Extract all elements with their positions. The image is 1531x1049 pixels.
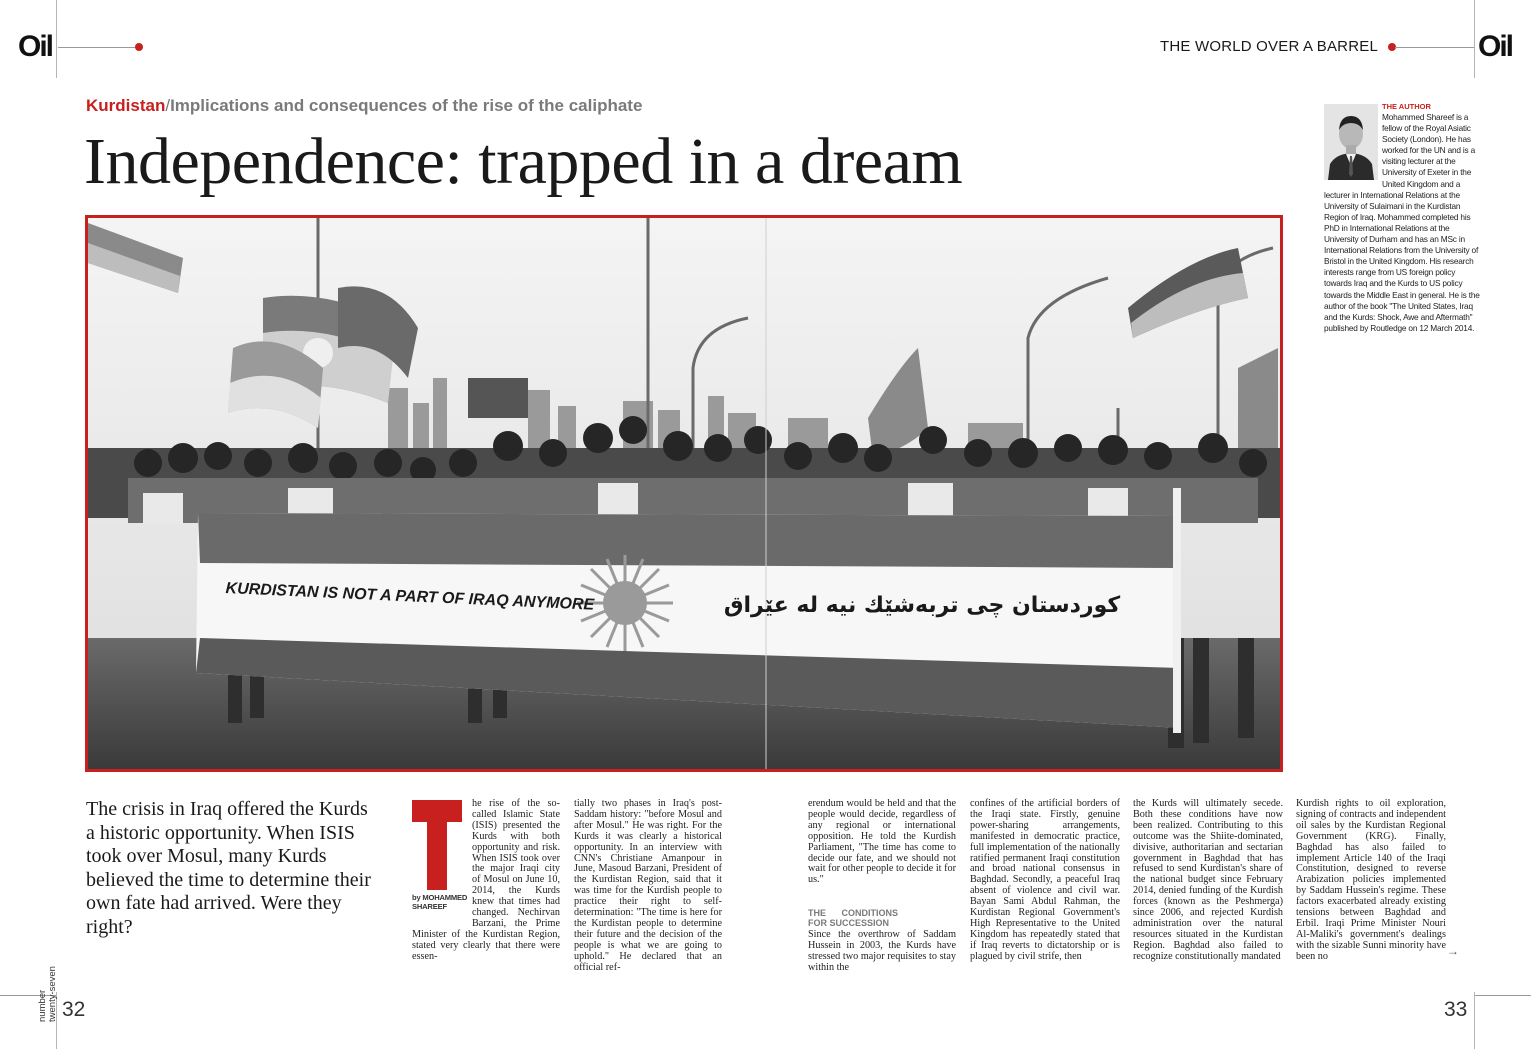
logo-left: Oil: [18, 30, 53, 63]
author-label: THE AUTHOR: [1382, 102, 1431, 111]
body-column-2: tially two phases in Iraq's post-Saddam history: "before Mosul and after Mosul." He was right. For the Kurds it was clearly a historical opportunity. In an interview with CNN's Christiane Amanpour in June, Masoud Barzani, President of the Kurdistan Region, said that it was time for the Kurdish people to practice their right to self-determination: "The time is here for the Kurdistan people to determine their future and the decision of the people is what we are going to uphold." He declared that an official ref-: [574, 798, 722, 973]
banner-english: KURDISTAN IS NOT A PART OF IRAQ ANYMORE: [225, 580, 595, 614]
page-number-left: 32: [62, 998, 86, 1021]
section-title: THE WORLD OVER A BARREL: [1160, 38, 1378, 55]
banner-kurdish: كوردستان چی تربەشێك نیە لە عێراق: [723, 593, 1121, 618]
kicker-subtitle: Implications and consequences of the rise of the caliphate: [170, 96, 643, 115]
header-dot-left: [135, 43, 143, 51]
author-bio-wrap: [1324, 112, 1482, 334]
continue-arrow-icon[interactable]: →: [1447, 944, 1459, 958]
body-column-5: the Kurds will ultimately secede. Both these conditions have now been realized. Contributing to this outcome was the Shiite-dominated, divisive, authoritarian and sectarian government in Baghdad that has refused to send Kurdistan's share of the national budget since February 2014, denied funding of the Kurdish forces (known as the Peshmerga) since 2006, and rejected Kurdish administration over the natural resources situated in the Kurdistan Region. Baghdad also failed to recognize constitutionally mandated: [1133, 798, 1283, 962]
issue-line-1: number: [37, 989, 48, 1022]
body-column-3-text-a: erendum would be held and that the people would decide, regardless of any regional or international opposition. He told the Kurdish Parliament, "The time has come to decide our fate, and we should not wait for other people to decide it for us.": [808, 798, 956, 886]
body-column-4: confines of the artificial borders of the Iraqi state. Firstly, genuine power-sharing arrangements, manifested in democratic practice, full implementation of the nationally ratified permanent Iraqi constitution and broad national consensus in Baghdad. Secondly, a peaceful Iraq absent of violence and civil war. Bayan Sami Abdul Rahman, the Kurdistan Regional Government's High Representative to the United Kingdom has repeatedly stated that if Iraq reverts to dictatorship or is plagued by civil strife, then: [970, 798, 1120, 962]
body-column-1: [412, 798, 560, 962]
page-number-right: 33: [1444, 998, 1468, 1021]
byline-prefix: by: [412, 893, 421, 902]
kicker-separator: /: [165, 96, 171, 115]
issue-label: [38, 966, 58, 1022]
main-photo: [85, 215, 1283, 772]
kicker-category: Kurdistan: [86, 96, 166, 115]
headline: Independence: trapped in a dream: [84, 125, 963, 198]
body-column-3: [808, 799, 956, 974]
kicker: [86, 96, 642, 116]
byline-name: MOHAMMED SHAREEF: [412, 893, 468, 911]
author-bio: Mohammed Shareef is a fellow of the Royal Asiatic Society (London). He has worked for the UN and is a visiting lecturer at the University of Exeter in the United Kingdom and a lecturer in International Relations at the University of Sulaimani in the Kurdistan Region of Iraq. Mohammed completed his PhD in International Relations at the University of Durham and has an MSc in International Relations from the University of Bristol in the United Kingdom. His research interests range from US foreign policy towards Iraq and the Kurds to US policy towards the Middle East in general. He is the author of the book "The United States, Iraq and the Kurds: Shock, Awe and Aftermath" published by Routledge on 12 March 2014.: [1324, 112, 1480, 333]
body-column-3-text-b: Since the overthrow of Saddam Hussein in 2003, the Kurds have stressed two major requisites to stay within the: [808, 929, 956, 973]
subheading-conditions: THE CONDITIONS FOR SUCCESSION: [808, 908, 898, 929]
issue-line-2: twenty-seven: [47, 966, 58, 1022]
body-column-6: Kurdish rights to oil exploration, signing of contracts and independent oil sales by the Kurdistan Regional Government (KRG). Finally, Baghdad has also failed to implement Article 140 of the Iraqi Constitution, designed to reverse Arabization policies implemented by Saddam Hussein's regime. These factors exacerbated already existing tensions between Baghdad and Erbil. Iraqi Prime Minister Nouri Al-Maliki's government's dealings with the sizable Sunni minority have been no: [1296, 798, 1446, 962]
logo-right: Oil: [1478, 30, 1513, 63]
body-column-1-text: he rise of the so-called Islamic State (ISIS) presented the Kurds with both opportunity and risk. When ISIS took over the major Iraqi city of Mosul on June 10, 2014, the Kurds knew that times had changed. Nechirvan Barzani, the Prime Minister of the Kurdistan Region, stated very clearly that there were essen-: [412, 798, 560, 962]
standfirst: The crisis in Iraq offered the Kurds a historic opportunity. When ISIS took over Mosul, many Kurds believed the time to determine their own fate had arrived. Were they right?: [86, 798, 371, 938]
